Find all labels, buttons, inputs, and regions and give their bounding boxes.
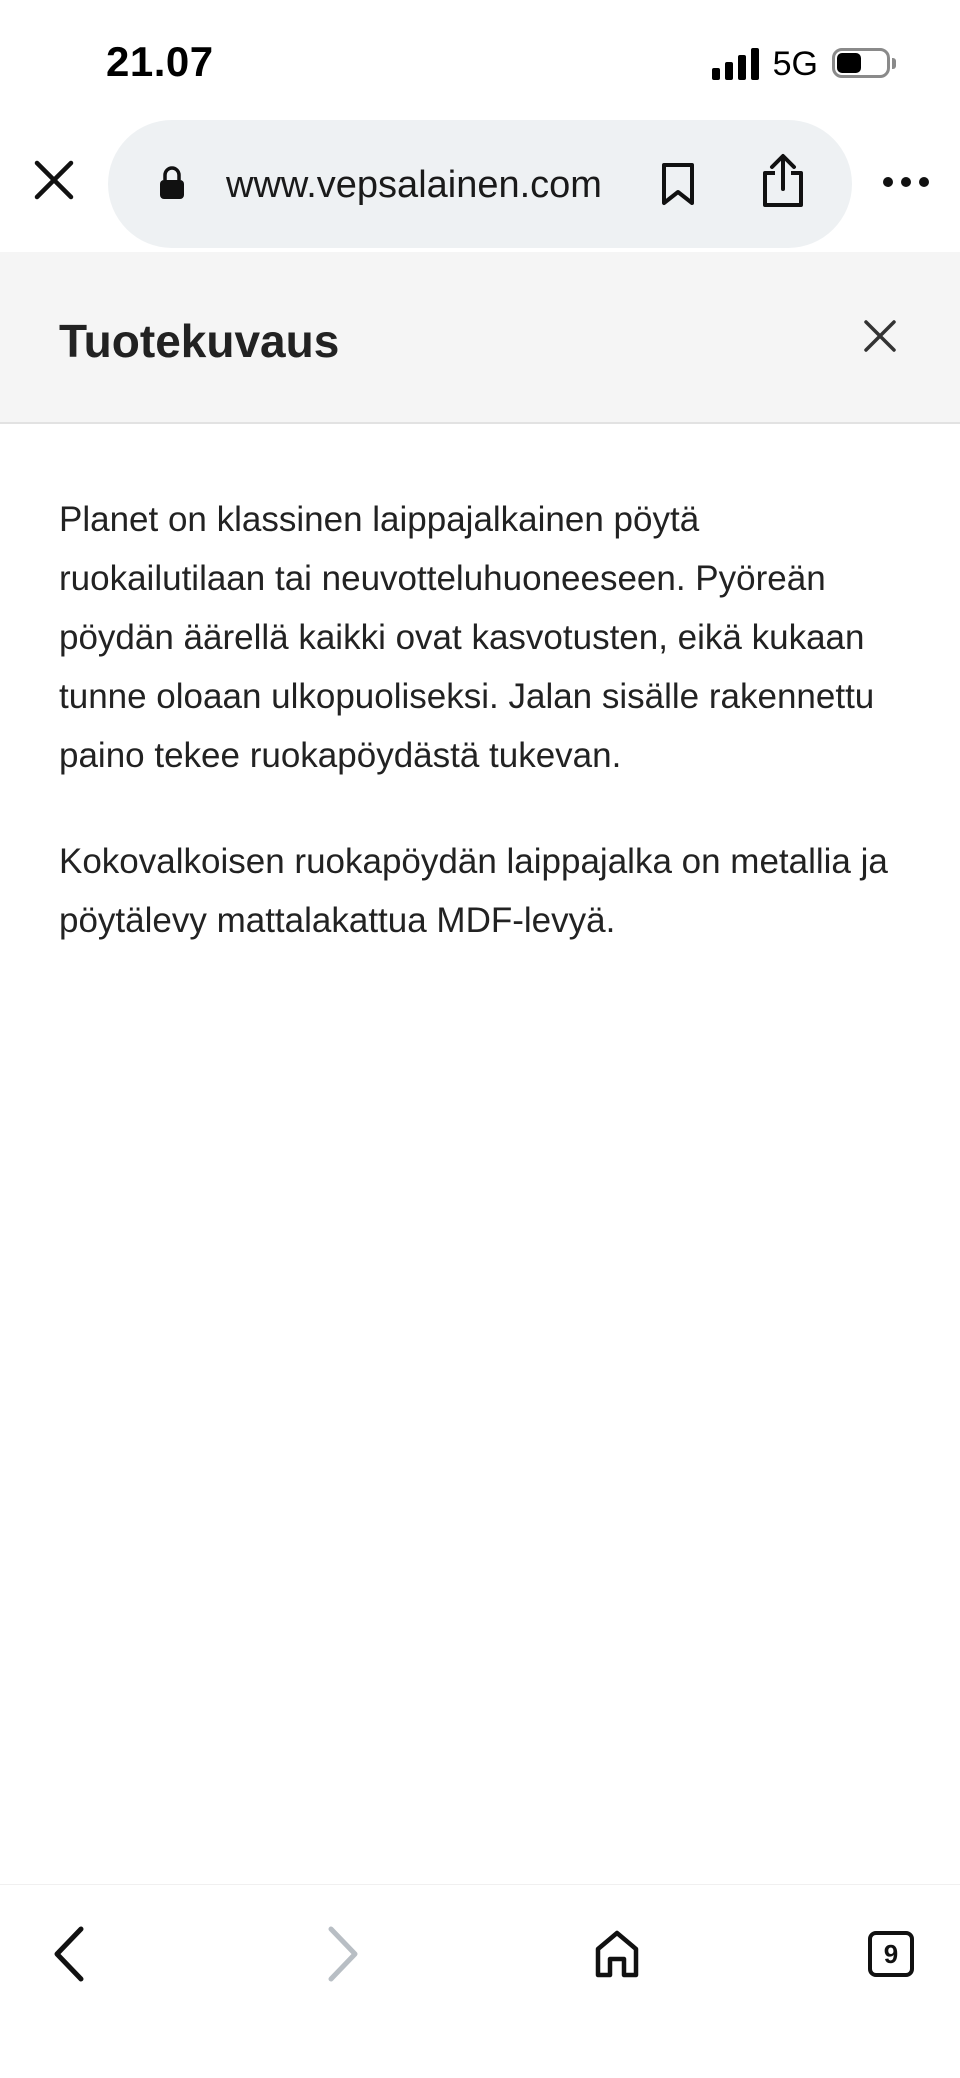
address-bar[interactable]: [108, 120, 852, 248]
tabs-icon: [868, 1931, 914, 1977]
bookmark-button[interactable]: [648, 154, 708, 214]
forward-icon: [323, 1925, 363, 1983]
lock-icon: [158, 166, 186, 200]
share-button[interactable]: [750, 148, 816, 214]
status-indicators: [712, 44, 896, 84]
close-browser-button[interactable]: [28, 154, 80, 206]
home-button[interactable]: [572, 1909, 662, 1999]
browser-toolbar: [0, 118, 960, 252]
forward-button[interactable]: [298, 1909, 388, 1999]
signal-icon: [712, 48, 759, 80]
back-button[interactable]: [24, 1909, 114, 1999]
description-paragraph: Planet on klassinen laippajalkainen pöytä ruokailutilaan tai neuvotteluhuoneeseen. Pyöreän pöydän äärellä kaikki ovat kasvotusten, eikä kukaan tunne oloaan ulkopuoliseksi. Jalan sisälle rakennettu paino tekee ruokapöydästä tukevan.: [59, 500, 875, 775]
home-icon: [593, 1929, 641, 1979]
url-text[interactable]: www.vepsalainen.com: [226, 164, 602, 206]
product-description: [59, 490, 909, 950]
more-icon: [882, 176, 930, 188]
panel-title: Tuotekuvaus: [59, 315, 340, 367]
network-label: 5G: [772, 44, 818, 83]
panel-header: [0, 252, 960, 424]
panel-close-button[interactable]: [850, 306, 910, 366]
bookmark-icon: [660, 162, 696, 206]
status-time: 21.07: [106, 38, 214, 85]
share-icon: [759, 153, 807, 209]
close-icon: [863, 319, 897, 353]
bottom-navigation: [0, 1884, 960, 2078]
battery-icon: [832, 48, 896, 80]
status-bar: [0, 0, 960, 120]
description-paragraph: Kokovalkoisen ruokapöydän laippajalka on metallia ja pöytälevy mattalakattua MDF-levyä.: [59, 842, 888, 940]
back-icon: [49, 1925, 89, 1983]
tabs-count: 9: [883, 1938, 899, 1969]
more-options-button[interactable]: [876, 156, 936, 208]
close-icon: [34, 160, 74, 200]
tabs-button[interactable]: [846, 1909, 936, 1999]
